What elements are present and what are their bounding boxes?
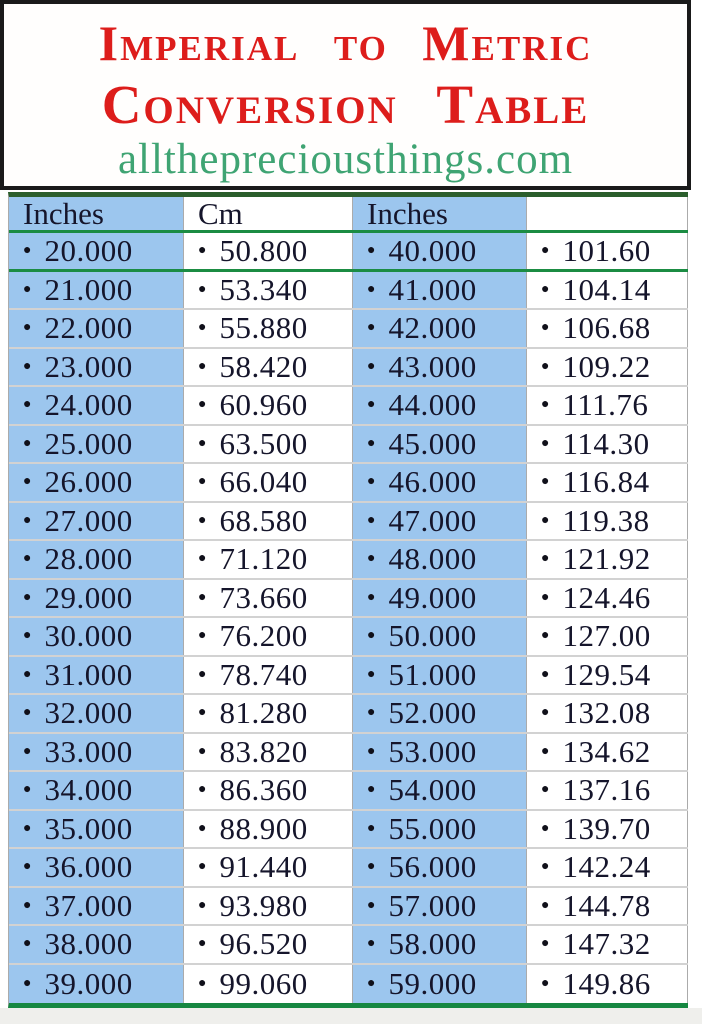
cm-cell (527, 233, 688, 269)
cell-value: 104.14 (562, 271, 651, 307)
cell-value: 119.38 (562, 502, 650, 538)
bullet-icon: ● (541, 859, 550, 875)
inches-cell (353, 965, 527, 1004)
bullet-icon: ● (198, 512, 207, 528)
inches-cell (9, 426, 184, 463)
bullet-icon: ● (198, 435, 207, 451)
bullet-icon: ● (367, 820, 376, 836)
bullet-icon: ● (541, 820, 550, 836)
inches-cell (9, 541, 184, 578)
conversion-table (8, 192, 688, 1008)
bullet-icon: ● (198, 859, 207, 875)
bullet-icon: ● (541, 782, 550, 798)
cell-value: 42.000 (388, 310, 477, 346)
cm-cell (527, 965, 688, 1004)
cell-value: 68.580 (219, 502, 308, 538)
cell-value: 86.360 (219, 772, 308, 808)
cell-value: 48.000 (388, 541, 477, 577)
inches-cell (9, 387, 184, 424)
cell-value: 21.000 (44, 271, 133, 307)
footer-strip (0, 1008, 702, 1024)
bullet-icon: ● (23, 897, 32, 913)
cell-value: 25.000 (44, 425, 133, 461)
table-row (9, 657, 688, 696)
inches-cell (353, 772, 527, 809)
bullet-icon: ● (23, 320, 32, 336)
cm-cell (184, 849, 353, 886)
bullet-icon: ● (23, 551, 32, 567)
cm-cell (184, 618, 353, 655)
bullet-icon: ● (23, 705, 32, 721)
cm-cell (527, 349, 688, 386)
cell-value: 50.000 (388, 618, 477, 654)
cm-cell (184, 426, 353, 463)
inches-cell (353, 811, 527, 848)
cm-cell (527, 772, 688, 809)
bullet-icon: ● (367, 358, 376, 374)
inches-cell (9, 926, 184, 963)
bullet-icon: ● (541, 242, 550, 258)
cell-value: 127.00 (562, 618, 651, 654)
bullet-icon: ● (198, 705, 207, 721)
inches-cell (9, 310, 184, 347)
cell-value: 33.000 (44, 733, 133, 769)
cell-value: 73.660 (219, 579, 308, 615)
bullet-icon: ● (23, 358, 32, 374)
bullet-icon: ● (23, 936, 32, 952)
cm-cell (527, 541, 688, 578)
cell-value: 46.000 (388, 464, 477, 500)
bullet-icon: ● (367, 936, 376, 952)
cell-value: 24.000 (44, 387, 133, 423)
bullet-icon: ● (23, 589, 32, 605)
cell-value: 22.000 (44, 310, 133, 346)
cell-value: 50.800 (219, 232, 308, 268)
inches-cell (9, 272, 184, 309)
inches-cell (9, 695, 184, 732)
cell-value: 58.000 (388, 926, 477, 962)
bullet-icon: ● (23, 859, 32, 875)
bullet-icon: ● (23, 743, 32, 759)
bullet-icon: ● (367, 551, 376, 567)
cell-value: 134.62 (562, 733, 651, 769)
bullet-icon: ● (23, 281, 32, 297)
inches-cell (353, 387, 527, 424)
website-text: allthepreciousthings.com (117, 136, 574, 183)
cell-value: 63.500 (219, 425, 308, 461)
bullet-icon: ● (198, 666, 207, 682)
cm-cell (184, 926, 353, 963)
cell-value: 99.060 (219, 965, 308, 1001)
cell-value: 144.78 (562, 887, 651, 923)
cell-value: 32.000 (44, 695, 133, 731)
cm-cell (527, 618, 688, 655)
cell-value: 132.08 (562, 695, 651, 731)
bullet-icon: ● (541, 435, 550, 451)
cell-value: 53.340 (219, 271, 308, 307)
page-title-line-2: Conversion Table (101, 74, 590, 135)
cell-value: 34.000 (44, 772, 133, 808)
bullet-icon: ● (541, 358, 550, 374)
cm-cell (527, 734, 688, 771)
bullet-icon: ● (367, 782, 376, 798)
cm-cell (184, 272, 353, 309)
cell-value: 93.980 (219, 887, 308, 923)
cell-value: 23.000 (44, 348, 133, 384)
cm-cell (184, 503, 353, 540)
cell-value: 41.000 (388, 271, 477, 307)
cell-value: 139.70 (562, 810, 651, 846)
inches-cell (9, 772, 184, 809)
cm-cell (184, 464, 353, 501)
column-header: Inches (9, 197, 184, 230)
bullet-icon: ● (198, 743, 207, 759)
bullet-icon: ● (367, 743, 376, 759)
bullet-icon: ● (367, 474, 376, 490)
conversion-table-body (9, 233, 688, 1003)
cell-value: 31.000 (44, 656, 133, 692)
cell-value: 26.000 (44, 464, 133, 500)
cell-value: 91.440 (219, 849, 308, 885)
cell-value: 78.740 (219, 656, 308, 692)
cm-cell (184, 888, 353, 925)
table-row (9, 811, 688, 850)
table-row (9, 503, 688, 542)
inches-cell (9, 657, 184, 694)
cell-value: 96.520 (219, 926, 308, 962)
bullet-icon: ● (23, 435, 32, 451)
bullet-icon: ● (367, 897, 376, 913)
cm-cell (184, 811, 353, 848)
bullet-icon: ● (23, 666, 32, 682)
bullet-icon: ● (198, 628, 207, 644)
cell-value: 71.120 (219, 541, 308, 577)
bullet-icon: ● (23, 975, 32, 991)
table-row (9, 310, 688, 349)
bullet-icon: ● (198, 358, 207, 374)
cm-cell (184, 772, 353, 809)
cell-value: 38.000 (44, 926, 133, 962)
bullet-icon: ● (198, 242, 207, 258)
bullet-icon: ● (367, 705, 376, 721)
table-row (9, 387, 688, 426)
cell-value: 137.16 (562, 772, 651, 808)
table-row (9, 926, 688, 965)
bullet-icon: ● (541, 628, 550, 644)
bullet-icon: ● (198, 936, 207, 952)
cell-value: 124.46 (562, 579, 651, 615)
inches-cell (353, 888, 527, 925)
inches-cell (9, 849, 184, 886)
cell-value: 111.76 (562, 387, 649, 423)
bullet-icon: ● (367, 435, 376, 451)
inches-cell (353, 695, 527, 732)
cm-cell (527, 926, 688, 963)
inches-cell (353, 272, 527, 309)
bullet-icon: ● (23, 782, 32, 798)
cell-value: 29.000 (44, 579, 133, 615)
cell-value: 116.84 (562, 464, 650, 500)
inches-cell (9, 464, 184, 501)
cell-value: 49.000 (388, 579, 477, 615)
inches-cell (353, 233, 527, 269)
cell-value: 40.000 (388, 232, 477, 268)
table-row (9, 464, 688, 503)
bullet-icon: ● (367, 512, 376, 528)
table-row (9, 426, 688, 465)
cm-cell (527, 464, 688, 501)
cm-cell (184, 734, 353, 771)
bullet-icon: ● (198, 975, 207, 991)
cm-cell (184, 657, 353, 694)
table-row (9, 888, 688, 927)
cell-value: 45.000 (388, 425, 477, 461)
cell-value: 20.000 (44, 232, 133, 268)
bullet-icon: ● (541, 705, 550, 721)
bullet-icon: ● (198, 281, 207, 297)
bullet-icon: ● (541, 743, 550, 759)
cell-value: 83.820 (219, 733, 308, 769)
cm-cell (184, 965, 353, 1004)
cm-cell (527, 657, 688, 694)
bullet-icon: ● (541, 975, 550, 991)
cm-cell (527, 272, 688, 309)
bullet-icon: ● (23, 820, 32, 836)
table-row (9, 541, 688, 580)
cell-value: 52.000 (388, 695, 477, 731)
cell-value: 81.280 (219, 695, 308, 731)
inches-cell (353, 310, 527, 347)
cm-cell (527, 849, 688, 886)
table-row (9, 233, 688, 272)
cm-cell (527, 580, 688, 617)
inches-cell (9, 965, 184, 1004)
bullet-icon: ● (198, 782, 207, 798)
table-row (9, 272, 688, 311)
page-title-line-1: Imperial to Metric (98, 15, 593, 71)
bullet-icon: ● (541, 551, 550, 567)
bullet-icon: ● (198, 320, 207, 336)
inches-cell (9, 233, 184, 269)
bullet-icon: ● (198, 897, 207, 913)
inches-cell (9, 618, 184, 655)
cell-value: 59.000 (388, 965, 477, 1001)
cm-cell (184, 695, 353, 732)
table-row (9, 772, 688, 811)
cm-cell (527, 695, 688, 732)
bullet-icon: ● (198, 551, 207, 567)
bullet-icon: ● (367, 589, 376, 605)
table-row (9, 849, 688, 888)
cell-value: 51.000 (388, 656, 477, 692)
header-card (0, 0, 691, 190)
bullet-icon: ● (198, 397, 207, 413)
cm-cell (184, 387, 353, 424)
table-row (9, 618, 688, 657)
table-row (9, 734, 688, 773)
inches-cell (353, 618, 527, 655)
cm-cell (527, 426, 688, 463)
cell-value: 35.000 (44, 810, 133, 846)
inches-cell (9, 811, 184, 848)
inches-cell (9, 503, 184, 540)
cm-cell (184, 541, 353, 578)
bullet-icon: ● (198, 474, 207, 490)
cell-value: 58.420 (219, 348, 308, 384)
bullet-icon: ● (367, 242, 376, 258)
bullet-icon: ● (541, 589, 550, 605)
cell-value: 109.22 (562, 348, 651, 384)
cell-value: 60.960 (219, 387, 308, 423)
inches-cell (9, 349, 184, 386)
cell-value: 66.040 (219, 464, 308, 500)
cm-cell (527, 310, 688, 347)
cell-value: 27.000 (44, 502, 133, 538)
bullet-icon: ● (23, 512, 32, 528)
cell-value: 147.32 (562, 926, 651, 962)
bullet-icon: ● (23, 242, 32, 258)
bullet-icon: ● (367, 628, 376, 644)
cell-value: 121.92 (562, 541, 651, 577)
bullet-icon: ● (23, 628, 32, 644)
cell-value: 57.000 (388, 887, 477, 923)
cell-value: 114.30 (562, 425, 650, 461)
cell-value: 76.200 (219, 618, 308, 654)
column-header: Inches (353, 197, 527, 230)
bullet-icon: ● (367, 975, 376, 991)
cell-value: 47.000 (388, 502, 477, 538)
bullet-icon: ● (541, 666, 550, 682)
cm-cell (184, 349, 353, 386)
table-row (9, 349, 688, 388)
inches-cell (353, 657, 527, 694)
inches-cell (9, 580, 184, 617)
cell-value: 101.60 (562, 232, 651, 268)
bullet-icon: ● (198, 589, 207, 605)
cell-value: 129.54 (562, 656, 651, 692)
cm-cell (527, 387, 688, 424)
bullet-icon: ● (541, 512, 550, 528)
cm-cell (184, 233, 353, 269)
inches-cell (353, 926, 527, 963)
bullet-icon: ● (367, 281, 376, 297)
cm-cell (527, 503, 688, 540)
inches-cell (9, 734, 184, 771)
inches-cell (353, 426, 527, 463)
bullet-icon: ● (541, 897, 550, 913)
inches-cell (353, 349, 527, 386)
cell-value: 53.000 (388, 733, 477, 769)
cell-value: 55.000 (388, 810, 477, 846)
inches-cell (353, 541, 527, 578)
cell-value: 36.000 (44, 849, 133, 885)
cell-value: 44.000 (388, 387, 477, 423)
cm-cell (184, 580, 353, 617)
cell-value: 54.000 (388, 772, 477, 808)
bullet-icon: ● (367, 666, 376, 682)
bullet-icon: ● (23, 474, 32, 490)
cell-value: 142.24 (562, 849, 651, 885)
cell-value: 149.86 (562, 965, 651, 1001)
cm-cell (527, 888, 688, 925)
table-header-row (9, 197, 688, 233)
bullet-icon: ● (541, 397, 550, 413)
cell-value: 37.000 (44, 887, 133, 923)
inches-cell (9, 888, 184, 925)
cell-value: 55.880 (219, 310, 308, 346)
inches-cell (353, 580, 527, 617)
bullet-icon: ● (198, 820, 207, 836)
inches-cell (353, 464, 527, 501)
inches-cell (353, 849, 527, 886)
bullet-icon: ● (541, 936, 550, 952)
inches-cell (353, 734, 527, 771)
cell-value: 28.000 (44, 541, 133, 577)
cell-value: 30.000 (44, 618, 133, 654)
bullet-icon: ● (367, 397, 376, 413)
bullet-icon: ● (541, 281, 550, 297)
bullet-icon: ● (367, 320, 376, 336)
column-header: Cm (184, 197, 353, 230)
cell-value: 56.000 (388, 849, 477, 885)
column-header (527, 197, 688, 230)
bullet-icon: ● (23, 397, 32, 413)
bullet-icon: ● (367, 859, 376, 875)
cm-cell (184, 310, 353, 347)
inches-cell (353, 503, 527, 540)
cell-value: 88.900 (219, 810, 308, 846)
cm-cell (527, 811, 688, 848)
bullet-icon: ● (541, 474, 550, 490)
table-row (9, 695, 688, 734)
bullet-icon: ● (541, 320, 550, 336)
cell-value: 106.68 (562, 310, 651, 346)
table-row (9, 965, 688, 1004)
cell-value: 43.000 (388, 348, 477, 384)
table-row (9, 580, 688, 619)
cell-value: 39.000 (44, 965, 133, 1001)
